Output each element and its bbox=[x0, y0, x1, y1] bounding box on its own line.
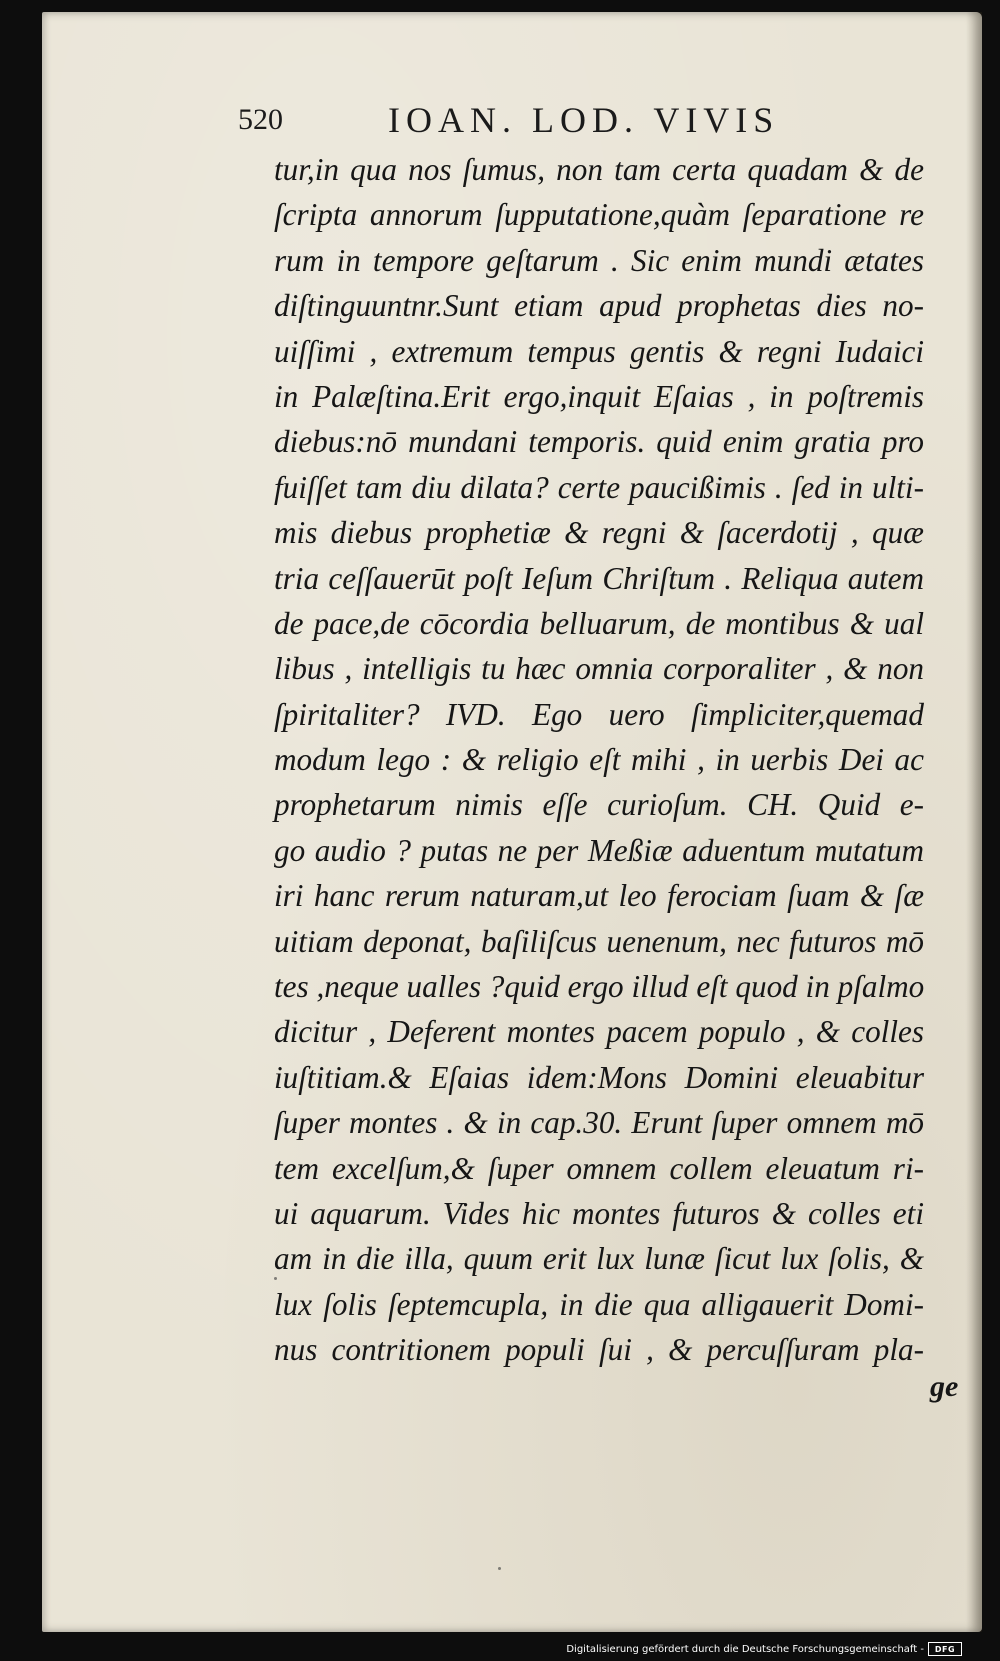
text-line: tem excelſum,& ſuper omnem collem eleuatum ri- bbox=[274, 1150, 924, 1186]
text-line: diebus:nō mundani temporis. quid enim gratia pro bbox=[274, 424, 924, 460]
text-line: go audio ? putas ne per Meßiæ aduentum mutatum bbox=[274, 832, 924, 868]
text-line: iri hanc rerum naturam,ut leo ferociam ſuam & ſæ bbox=[274, 878, 924, 914]
page-number: 520 bbox=[238, 103, 283, 136]
text-line: prophetarum nimis eſſe curioſum. CH. Quid e- bbox=[274, 787, 924, 823]
running-head-title: IOAN. LOD. VIVIS bbox=[388, 100, 780, 140]
paper-speck bbox=[274, 1277, 277, 1280]
text-line: mis diebus prophetiæ & regni & ſacerdotij , quæ bbox=[274, 515, 924, 551]
text-line: ui aquarum. Vides hic montes futuros & colles eti bbox=[274, 1195, 924, 1231]
text-line: tria ceſſauerūt poſt Ieſum Chriſtum . Reliqua autem bbox=[274, 560, 924, 596]
text-line: in Palæſtina.Erit ergo,inquit Eſaias , in poſtremis bbox=[274, 378, 924, 414]
text-line: lux ſolis ſeptemcupla, in die qua alligauerit Domi- bbox=[274, 1286, 924, 1322]
text-line: tur,in qua nos ſumus, non tam certa quadam & de bbox=[274, 152, 924, 187]
text-line: uitiam deponat, baſiliſcus uenenum, nec futuros mō bbox=[274, 923, 924, 959]
book-page bbox=[42, 12, 982, 1632]
text-line: libus , intelligis tu hæc omnia corporaliter , & non bbox=[274, 651, 924, 687]
catchword: ge bbox=[930, 1370, 959, 1403]
dfg-logo-icon: DFG bbox=[928, 1642, 962, 1656]
digitization-credit bbox=[566, 1641, 962, 1657]
running-head bbox=[238, 100, 838, 140]
text-line: tes ,neque ualles ?quid ergo illud eſt quod in pſalmo bbox=[274, 969, 925, 1005]
text-line: de pace,de cōcordia belluarum, de montibus & ual bbox=[274, 605, 924, 641]
text-line: ſuper montes . & in cap.30. Erunt ſuper omnem mō bbox=[274, 1105, 924, 1141]
text-line: fuiſſet tam diu dilata? certe paucißimis . ſed in ulti- bbox=[274, 469, 924, 505]
text-line: diſtinguuntnr.Sunt etiam apud prophetas dies no- bbox=[274, 288, 924, 324]
text-line: nus contritionem populi ſui , & percuſſuram pla- bbox=[274, 1332, 924, 1368]
text-line: iuſtitiam.& Eſaias idem:Mons Domini eleuabitur bbox=[274, 1059, 924, 1095]
text-line: dicitur , Deferent montes pacem populo , & colles bbox=[274, 1014, 924, 1050]
text-line: modum lego : & religio eſt mihi , in uerbis Dei ac bbox=[274, 742, 924, 778]
text-line: ſpiritaliter? IVD. Ego uero ſimpliciter,quemad bbox=[274, 696, 924, 732]
text-line: am in die illa, quum erit lux lunæ ſicut lux ſolis, & bbox=[274, 1241, 924, 1277]
text-line: rum in tempore geſtarum . Sic enim mundi ætates bbox=[274, 242, 924, 278]
body-text bbox=[274, 147, 974, 1373]
paper-speck bbox=[498, 1567, 501, 1570]
text-line: uiſſimi , extremum tempus gentis & regni Iudaici bbox=[274, 333, 924, 369]
text-line: ſcripta annorum ſupputatione,quàm ſeparatione re bbox=[274, 197, 924, 233]
credit-text: Digitalisierung gefördert durch die Deutsche Forschungsgemeinschaft - bbox=[566, 1643, 924, 1655]
